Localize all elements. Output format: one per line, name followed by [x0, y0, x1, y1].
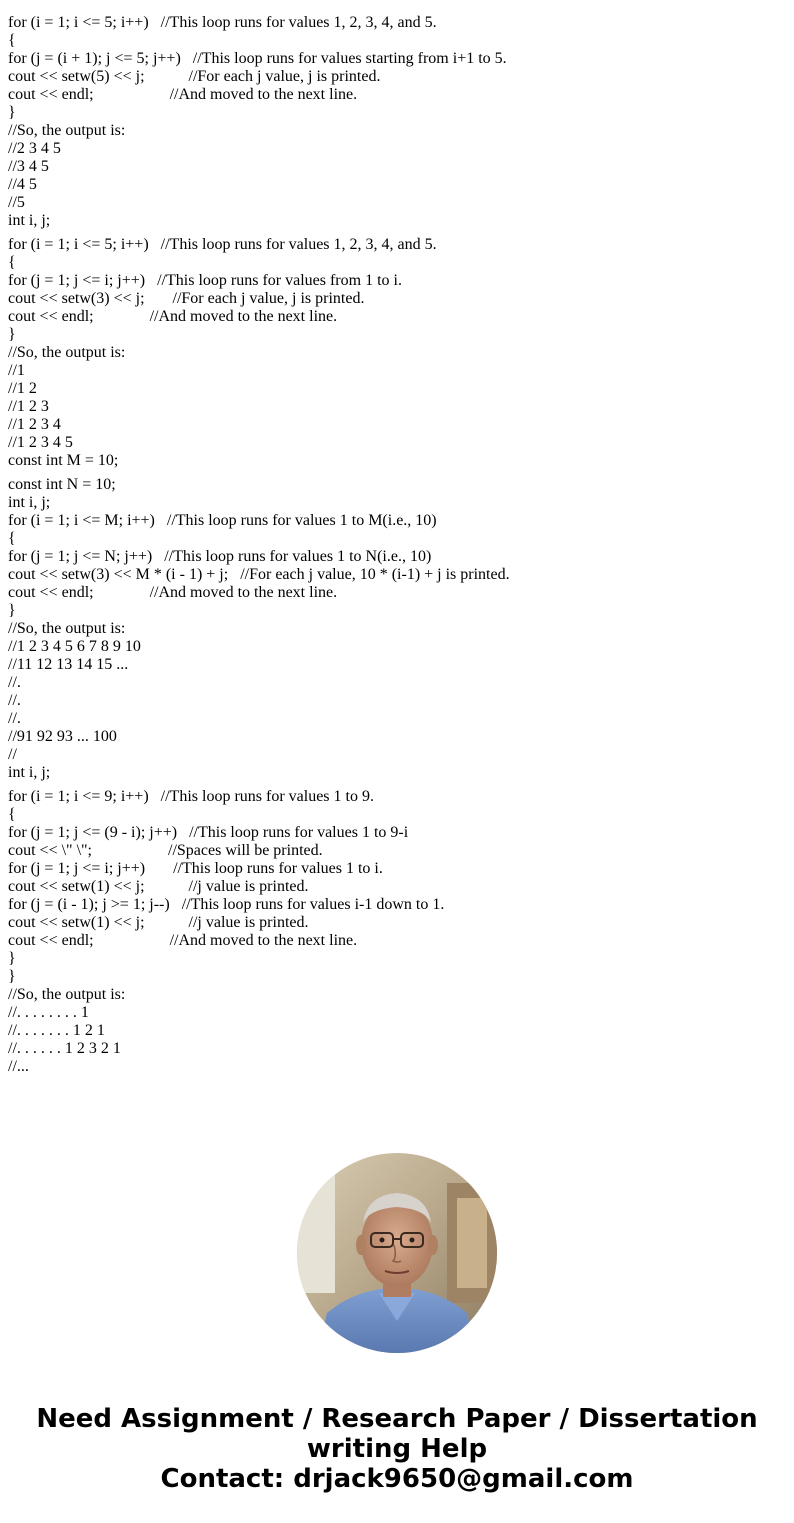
code-line: } — [8, 950, 16, 967]
code-line: { — [8, 530, 16, 547]
code-line: //5 — [8, 194, 25, 211]
code-line: { — [8, 254, 16, 271]
code-line: //11 12 13 14 15 ... — [8, 656, 129, 673]
code-block — [8, 788, 788, 1076]
code-line: const int N = 10; — [8, 476, 116, 493]
code-line: for (j = 1; j <= i; j++) //This loop runs for values from 1 to i. — [8, 272, 402, 289]
code-line: } — [8, 602, 16, 619]
code-line: //3 4 5 — [8, 158, 49, 175]
person-photo-icon — [297, 1153, 497, 1353]
code-line: for (j = (i + 1); j <= 5; j++) //This loop runs for values starting from i+1 to 5. — [8, 50, 507, 67]
code-line: //. — [8, 674, 21, 691]
code-block — [8, 236, 788, 470]
code-line: cout << setw(1) << j; //j value is printed. — [8, 914, 309, 931]
code-line: for (i = 1; i <= 5; i++) //This loop runs for values 1, 2, 3, 4, and 5. — [8, 236, 437, 253]
code-line: //1 2 3 4 — [8, 416, 61, 433]
code-line: //1 — [8, 362, 25, 379]
footer-line-1: Need Assignment / Research Paper / Dissertation — [36, 1404, 758, 1434]
code-line: { — [8, 806, 16, 823]
code-line: //. . . . . . . . 1 — [8, 1004, 89, 1021]
code-line: //So, the output is: — [8, 122, 126, 139]
footer-ad — [0, 1404, 794, 1494]
footer-contact: Contact: drjack9650@gmail.com — [160, 1464, 634, 1494]
code-line: cout << endl; //And moved to the next line. — [8, 308, 338, 325]
code-line: int i, j; — [8, 494, 51, 511]
code-line: //So, the output is: — [8, 620, 126, 637]
code-line: } — [8, 104, 16, 121]
code-line: cout << setw(1) << j; //j value is printed. — [8, 878, 309, 895]
code-line: //1 2 3 4 5 — [8, 434, 73, 451]
code-line: for (j = 1; j <= i; j++) //This loop runs for values 1 to i. — [8, 860, 383, 877]
code-area — [8, 14, 788, 1076]
code-line: cout << endl; //And moved to the next line. — [8, 932, 358, 949]
code-line: } — [8, 326, 16, 343]
code-line: //2 3 4 5 — [8, 140, 61, 157]
code-line: const int M = 10; — [8, 452, 119, 469]
code-line: for (j = 1; j <= N; j++) //This loop runs for values 1 to N(i.e., 10) — [8, 548, 432, 565]
code-line: //. — [8, 710, 21, 727]
code-line: } — [8, 968, 16, 985]
code-line: for (i = 1; i <= 9; i++) //This loop runs for values 1 to 9. — [8, 788, 374, 805]
code-line: // — [8, 746, 17, 763]
code-line: cout << endl; //And moved to the next line. — [8, 86, 358, 103]
code-line: //. . . . . . 1 2 3 2 1 — [8, 1040, 121, 1057]
code-block — [8, 476, 788, 782]
code-line: int i, j; — [8, 764, 51, 781]
code-line: cout << \" \"; //Spaces will be printed. — [8, 842, 323, 859]
code-line: //. — [8, 692, 21, 709]
avatar — [297, 1153, 497, 1353]
code-line: //So, the output is: — [8, 344, 126, 361]
code-line: //1 2 3 — [8, 398, 49, 415]
code-line: { — [8, 32, 16, 49]
footer-line-2: writing Help — [306, 1434, 488, 1464]
code-line: //1 2 — [8, 380, 37, 397]
code-line: for (i = 1; i <= M; i++) //This loop runs for values 1 to M(i.e., 10) — [8, 512, 437, 529]
code-line: int i, j; — [8, 212, 51, 229]
code-line: //. . . . . . . 1 2 1 — [8, 1022, 105, 1039]
code-line: cout << setw(3) << j; //For each j value, j is printed. — [8, 290, 365, 307]
code-line: //4 5 — [8, 176, 37, 193]
code-block — [8, 14, 788, 230]
code-line: for (j = 1; j <= (9 - i); j++) //This loop runs for values 1 to 9-i — [8, 824, 409, 841]
code-line: for (i = 1; i <= 5; i++) //This loop runs for values 1, 2, 3, 4, and 5. — [8, 14, 437, 31]
code-line: //So, the output is: — [8, 986, 126, 1003]
code-line: //... — [8, 1058, 29, 1075]
code-line: cout << setw(3) << M * (i - 1) + j; //For each j value, 10 * (i-1) + j is printed. — [8, 566, 510, 583]
code-line: //91 92 93 ... 100 — [8, 728, 117, 745]
code-line: for (j = (i - 1); j >= 1; j--) //This loop runs for values i-1 down to 1. — [8, 896, 445, 913]
code-line: //1 2 3 4 5 6 7 8 9 10 — [8, 638, 141, 655]
code-line: cout << endl; //And moved to the next line. — [8, 584, 338, 601]
code-line: cout << setw(5) << j; //For each j value, j is printed. — [8, 68, 381, 85]
